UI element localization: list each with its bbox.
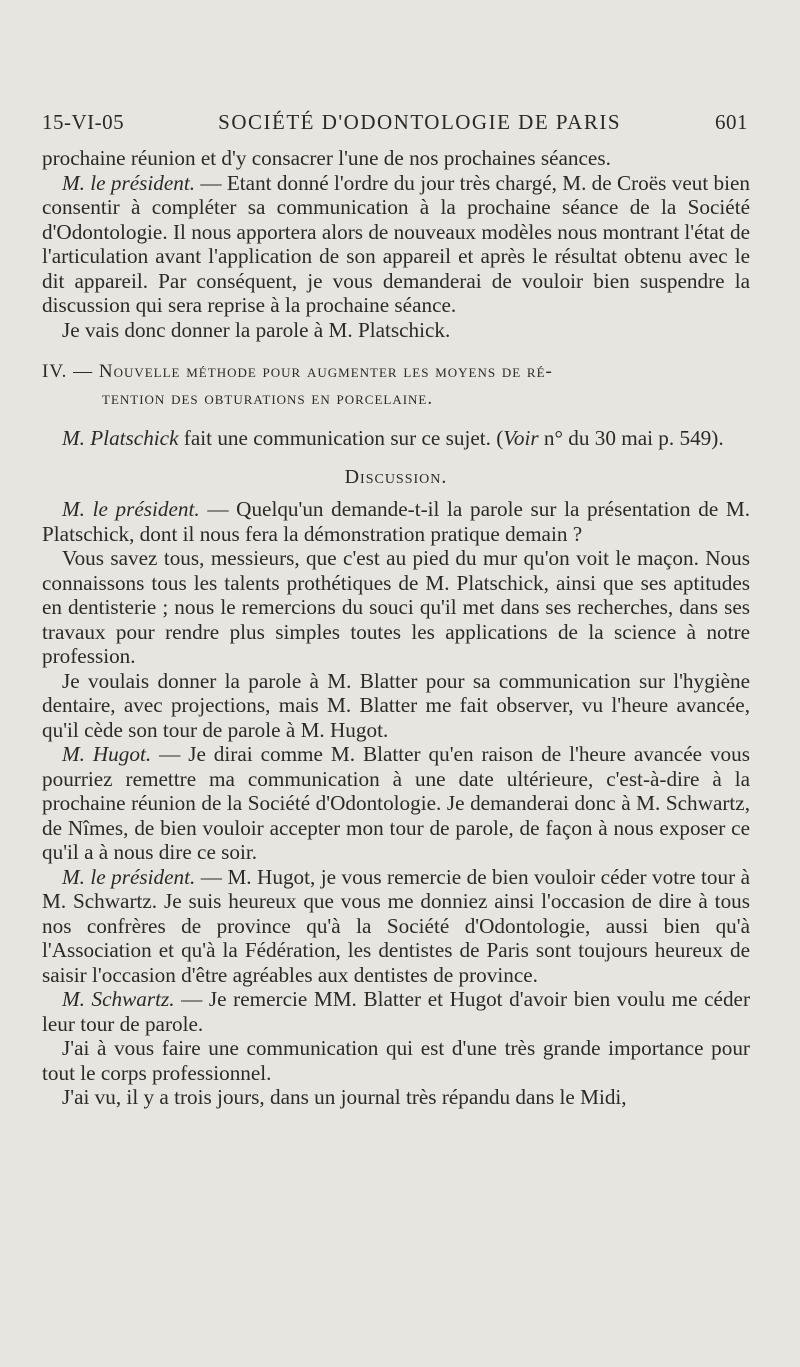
paragraph-text: fait une communication sur ce sujet. (	[178, 426, 504, 450]
page-number: 601	[715, 110, 748, 134]
body-text	[42, 146, 750, 1110]
paragraph-text: n° du 30 mai p. 549).	[538, 426, 724, 450]
paragraph-text: prochaine réunion et d'y consacrer l'une de nos prochaines séances.	[42, 146, 611, 170]
paragraph	[42, 318, 750, 343]
speaker-name: M. le président.	[62, 864, 196, 889]
paragraph	[42, 146, 750, 171]
paragraph-text: — Je remercie MM. Blatter et Hugot d'avoir bien voulu me céder leur tour de parole.	[42, 987, 750, 1036]
paragraph	[42, 497, 750, 546]
header-title: SOCIÉTÉ D'ODONTOLOGIE DE PARIS	[218, 110, 622, 134]
paragraph-text: Je vais donc donner la parole à M. Platschick.	[62, 317, 451, 342]
speaker-name: M. Platschick	[62, 426, 179, 450]
section-heading-line: tention des obturations en porcelaine.	[102, 388, 434, 409]
paragraph-text: — Etant donné l'ordre du jour très chargé, M. de Croës veut bien consentir à compléter sa communication à la prochaine séance de la Société d'Odontologie. Il nous apportera alors de nouveaux modèles nous montrant l'état de l'articulation avant l'application de son appareil et après le résultat obtenu avec le dit appareil. Par conséquent, je vous demanderai de vouloir bien suspendre la discussion qui sera reprise à la prochaine séance.	[42, 170, 751, 317]
paragraph	[42, 546, 750, 669]
paragraph-text: Vous savez tous, messieurs, que c'est au pied du mur qu'on voit le maçon. Nous connaissons tous les talents prothétiques de M. Platschick, ainsi que ses aptitudes en dentisterie ; nous le remercions du souci qu'il met dans ses recherches, dans ses travaux pour rendre plus simples toutes les applications de la science à notre profession.	[42, 546, 750, 668]
paragraph-text: J'ai à vous faire une communication qui est d'une très grande importance pour tout le corps professionnel.	[42, 1036, 750, 1085]
paragraph	[42, 426, 750, 451]
paragraph	[42, 742, 750, 865]
speaker-name: M. Hugot.	[62, 742, 152, 766]
reference-voir: Voir	[503, 426, 539, 450]
paragraph	[42, 987, 750, 1036]
header-date: 15-VI-05	[42, 110, 125, 134]
speaker-name: M. le président.	[62, 497, 200, 521]
section-heading	[42, 358, 750, 412]
paragraph	[42, 1085, 750, 1110]
paragraph-text: — Quelqu'un demande-t-il la parole sur la présentation de M. Platschick, dont il nous fera la démonstration pratique demain ?	[42, 497, 750, 546]
paragraph-text: Je voulais donner la parole à M. Blatter pour sa communication sur l'hygiène dentaire, avec projections, mais M. Blatter me fait observer, vu l'heure avancée, qu'il cède son tour de parole à M. Hugot.	[42, 668, 750, 742]
paragraph	[42, 669, 750, 743]
paragraph	[42, 1036, 750, 1085]
paragraph	[42, 171, 750, 318]
paragraph-text: J'ai vu, il y a trois jours, dans un journal très répandu dans le Midi,	[62, 1085, 627, 1109]
running-header	[42, 110, 748, 135]
paragraph	[42, 865, 750, 988]
section-heading-line: IV. — Nouvelle méthode pour augmenter les moyens de ré-	[42, 361, 553, 382]
paragraph-text: — M. Hugot, je vous remercie de bien vouloir céder votre tour à M. Schwartz. Je suis heureux que vous me donniez ainsi l'occasion de dire à tous nos confrères de province qu'à la Société d'Odontologie, aussi bien qu'à l'Association et qu'à la Fédération, les dentistes de Paris sont toujours heureux de saisir l'occasion d'être agréables aux dentistes de province.	[42, 864, 751, 987]
discussion-heading: Discussion.	[344, 465, 448, 488]
paragraph-text: — Je dirai comme M. Blatter qu'en raison de l'heure avancée vous pourriez remettre ma communication à une date ultérieure, c'est-à-dire à la prochaine réunion de la Société d'Odontologie. Je demanderai donc à M. Schwartz, de Nîmes, de bien vouloir accepter mon tour de parole, de façon à nous exposer ce qu'il a à nous dire ce soir.	[42, 742, 750, 864]
speaker-name: M. le président.	[62, 170, 196, 195]
speaker-name: M. Schwartz.	[62, 987, 175, 1011]
